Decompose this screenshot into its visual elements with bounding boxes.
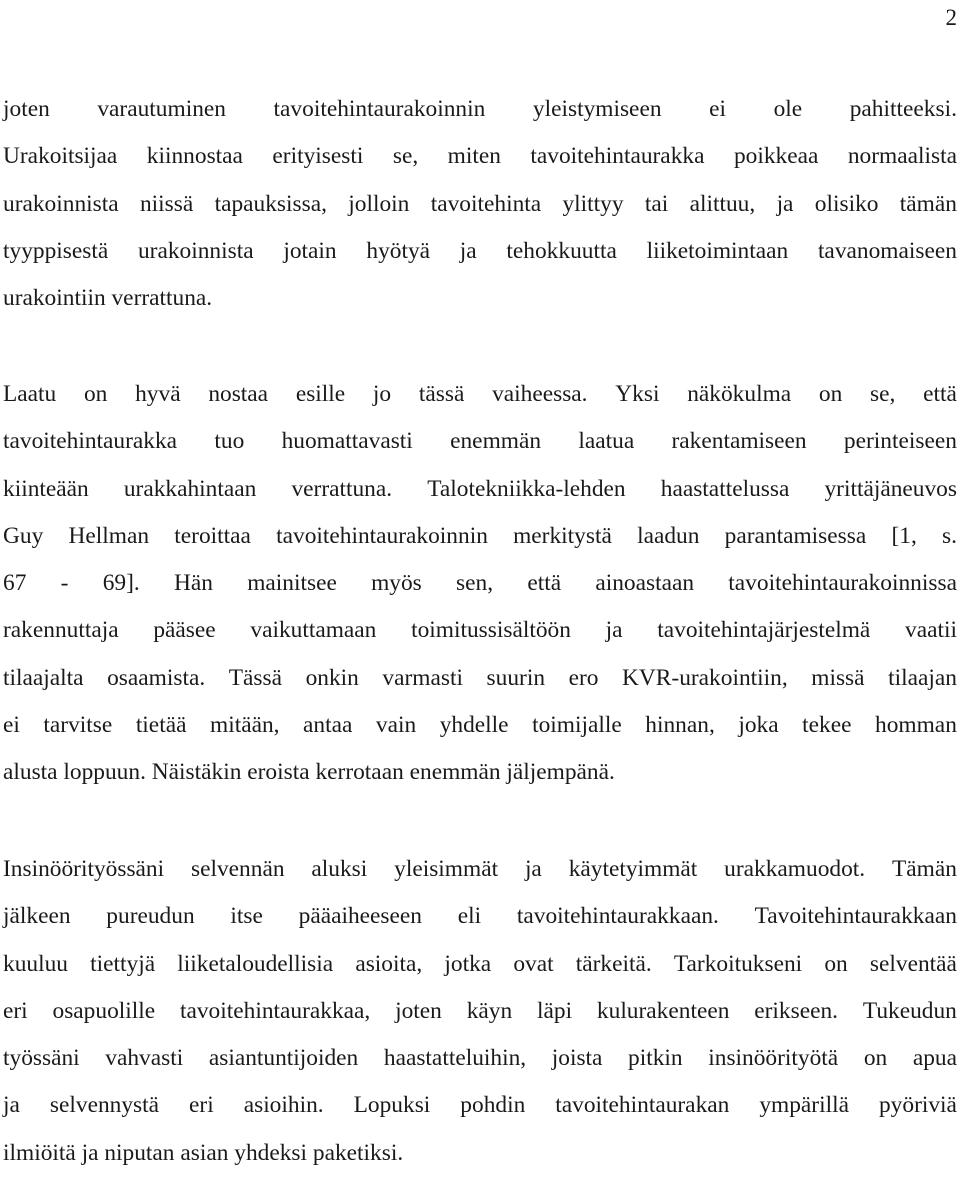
paragraph-3 (3, 846, 957, 1177)
page-number: 2 (945, 5, 957, 30)
text-line: alusta loppuun. Näistäkin eroista kerrotaan enemmän jäljempänä. (3, 759, 615, 786)
text-line: Laatu on hyvä nostaa esille jo tässä vaiheessa. Yksi näkökulma on se, että (3, 381, 957, 407)
text-line: 67 - 69]. Hän mainitsee myös sen, että ainoastaan tavoitehintaurakoinnissa (3, 570, 957, 597)
paragraph-1 (3, 86, 957, 322)
text-line: ei tarvitse tietää mitään, antaa vain yhdelle toimijalle hinnan, joka tekee homman (3, 712, 957, 739)
text-line: Insinöörityössäni selvennän aluksi yleisimmät ja käytetyimmät urakkamuodot. Tämän (3, 856, 957, 882)
text-line: työssäni vahvasti asiantuntijoiden haastatteluihin, joista pitkin insinöörityötä on apua (3, 1045, 957, 1072)
text-line: rakennuttaja pääsee vaikuttamaan toimitussisältöön ja tavoitehintajärjestelmä vaatii (3, 617, 957, 644)
text-line: kiinteään urakkahintaan verrattuna. Talotekniikka-lehden haastattelussa yrittäjäneuvos (3, 475, 957, 502)
text-line: joten varautuminen tavoitehintaurakoinnin yleistymiseen ei ole pahitteeksi. (3, 96, 957, 122)
text-line: Urakoitsijaa kiinnostaa erityisesti se, miten tavoitehintaurakka poikkeaa normaalista (3, 143, 957, 170)
text-line: urakointiin verrattuna. (3, 285, 213, 312)
text-line: ilmiöitä ja niputan asian yhdeksi paketiksi. (3, 1139, 404, 1166)
text-line: ja selvennystä eri asioihin. Lopuksi pohdin tavoitehintaurakan ympärillä pyöriviä (3, 1092, 957, 1119)
text-line: tavoitehintaurakka tuo huomattavasti enemmän laatua rakentamiseen perinteiseen (3, 428, 957, 455)
text-line: Guy Hellman teroittaa tavoitehintaurakoinnin merkitystä laadun parantamisessa [1, s. (3, 522, 957, 549)
paragraph-2 (3, 371, 957, 797)
text-line: kuuluu tiettyjä liiketaloudellisia asioita, jotka ovat tärkeitä. Tarkoitukseni on selventää (3, 950, 957, 977)
text-line: urakoinnista niissä tapauksissa, jolloin tavoitehinta ylittyy tai alittuu, ja olisiko tämän (3, 190, 957, 217)
text-line: tilaajalta osaamista. Tässä onkin varmasti suurin ero KVR-urakointiin, missä tilaajan (3, 664, 957, 691)
text-line: tyyppisestä urakoinnista jotain hyötyä ja tehokkuutta liiketoimintaan tavanomaiseen (3, 237, 957, 264)
text-line: eri osapuolille tavoitehintaurakkaa, joten käyn läpi kulurakenteen erikseen. Tukeudun (3, 997, 957, 1024)
text-line: jälkeen pureudun itse pääaiheeseen eli tavoitehintaurakkaan. Tavoitehintaurakkaan (3, 903, 957, 930)
